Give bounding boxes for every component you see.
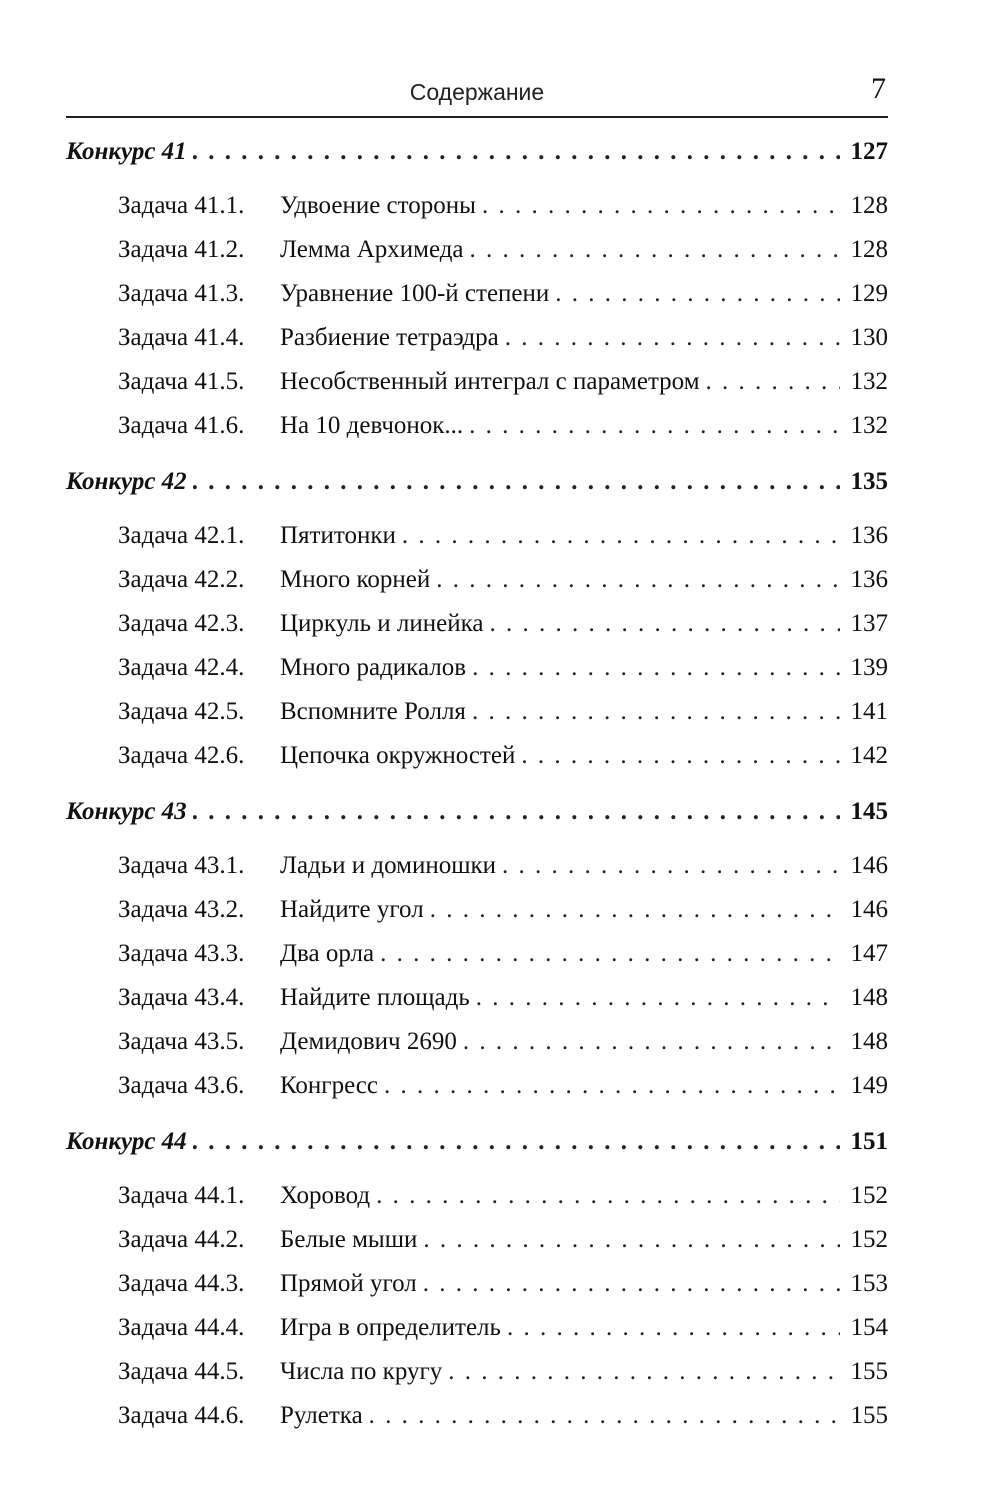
task-title: Два орла	[280, 940, 375, 967]
task-label: Задача 43.5.	[118, 1028, 245, 1055]
task-page: 136	[850, 566, 888, 593]
task-title: Прямой угол	[280, 1270, 417, 1297]
task-title: Числа по кругу	[280, 1358, 443, 1385]
toc-task-entry[interactable]	[66, 1182, 888, 1226]
task-label: Задача 44.2.	[118, 1226, 245, 1253]
task-label: Задача 41.1.	[118, 192, 245, 219]
dot-leader	[555, 280, 840, 308]
task-title: Игра в определитель	[280, 1314, 501, 1341]
task-title: На 10 девчонок...	[280, 412, 464, 439]
dot-leader	[482, 192, 840, 220]
task-page: 147	[850, 940, 888, 967]
toc-task-entry[interactable]	[66, 368, 888, 412]
toc-contest-entry[interactable]	[66, 138, 888, 192]
task-page: 152	[850, 1226, 888, 1253]
toc-task-entry[interactable]	[66, 742, 888, 786]
toc-task-entry[interactable]	[66, 1072, 888, 1116]
task-label: Задача 44.4.	[118, 1314, 245, 1341]
task-page: 139	[850, 654, 888, 681]
contest-title: Конкурс 44	[66, 1128, 187, 1155]
task-label: Задача 44.1.	[118, 1182, 245, 1209]
task-title: Циркуль и линейка	[280, 610, 484, 637]
dot-leader	[423, 1270, 840, 1298]
toc-task-entry[interactable]	[66, 1314, 888, 1358]
task-page: 155	[850, 1358, 888, 1385]
task-title: Несобственный интеграл с параметром	[280, 368, 700, 395]
task-label: Задача 42.2.	[118, 566, 245, 593]
task-label: Задача 42.1.	[118, 522, 245, 549]
toc-task-entry[interactable]	[66, 852, 888, 896]
contest-title: Конкурс 41	[66, 138, 187, 165]
contest-page: 127	[850, 138, 888, 165]
dot-leader	[472, 654, 840, 682]
task-label: Задача 44.3.	[118, 1270, 245, 1297]
task-title: Пятитонки	[280, 522, 396, 549]
contest-title: Конкурс 43	[66, 798, 187, 825]
task-title: Много радикалов	[280, 654, 467, 681]
toc-task-entry[interactable]	[66, 610, 888, 654]
task-label: Задача 41.2.	[118, 236, 245, 263]
task-page: 136	[850, 522, 888, 549]
toc-task-entry[interactable]	[66, 698, 888, 742]
dot-leader	[380, 940, 840, 968]
contest-page: 145	[850, 798, 888, 825]
task-page: 132	[850, 368, 888, 395]
task-page: 155	[850, 1402, 888, 1429]
task-page: 141	[850, 698, 888, 725]
dot-leader	[193, 138, 840, 166]
task-label: Задача 43.2.	[118, 896, 245, 923]
task-label: Задача 42.4.	[118, 654, 245, 681]
task-page: 148	[850, 1028, 888, 1055]
task-page: 154	[850, 1314, 888, 1341]
dot-leader	[193, 798, 840, 826]
dot-leader	[193, 1128, 840, 1156]
dot-leader	[507, 1314, 840, 1342]
task-label: Задача 42.3.	[118, 610, 245, 637]
dot-leader	[448, 1358, 840, 1386]
toc-task-entry[interactable]	[66, 236, 888, 280]
task-label: Задача 43.4.	[118, 984, 245, 1011]
toc-task-entry[interactable]	[66, 1358, 888, 1402]
task-page: 129	[850, 280, 888, 307]
task-page: 153	[850, 1270, 888, 1297]
task-title: Найдите площадь	[280, 984, 470, 1011]
toc-task-entry[interactable]	[66, 324, 888, 368]
dot-leader	[489, 610, 840, 638]
dot-leader	[476, 984, 840, 1012]
dot-leader	[706, 368, 840, 396]
task-page: 142	[850, 742, 888, 769]
toc-task-entry[interactable]	[66, 1270, 888, 1314]
dot-leader	[430, 896, 840, 924]
toc-task-entry[interactable]	[66, 1028, 888, 1072]
task-title: Цепочка окружностей	[280, 742, 516, 769]
toc-task-entry[interactable]	[66, 412, 888, 456]
task-label: Задача 41.6.	[118, 412, 245, 439]
toc-task-entry[interactable]	[66, 1226, 888, 1270]
task-page: 128	[850, 236, 888, 263]
toc-section	[66, 138, 888, 456]
toc-task-entry[interactable]	[66, 280, 888, 324]
dot-leader	[505, 324, 840, 352]
task-page: 149	[850, 1072, 888, 1099]
task-title: Уравнение 100-й степени	[280, 280, 550, 307]
dot-leader	[469, 412, 840, 440]
contest-page: 135	[850, 468, 888, 495]
task-label: Задача 41.3.	[118, 280, 245, 307]
task-label: Задача 42.5.	[118, 698, 245, 725]
toc-task-entry[interactable]	[66, 566, 888, 610]
dot-leader	[193, 468, 840, 496]
dot-leader	[369, 1402, 840, 1430]
task-title: Удвоение стороны	[280, 192, 476, 219]
task-label: Задача 43.3.	[118, 940, 245, 967]
page-header	[66, 70, 888, 118]
page-number: 7	[871, 72, 886, 105]
dot-leader	[402, 522, 840, 550]
toc-section	[66, 468, 888, 786]
task-title: Найдите угол	[280, 896, 424, 923]
dot-leader	[376, 1182, 840, 1210]
task-title: Вспомните Ролля	[280, 698, 466, 725]
toc-contest-entry[interactable]	[66, 1128, 888, 1182]
table-of-contents	[66, 138, 888, 1458]
task-label: Задача 43.1.	[118, 852, 245, 879]
task-title: Рулетка	[280, 1402, 363, 1429]
toc-task-entry[interactable]	[66, 1402, 888, 1446]
task-title: Много корней	[280, 566, 431, 593]
dot-leader	[423, 1226, 840, 1254]
task-title: Лемма Архимеда	[280, 236, 464, 263]
task-label: Задача 44.6.	[118, 1402, 245, 1429]
task-page: 152	[850, 1182, 888, 1209]
dot-leader	[436, 566, 840, 594]
toc-section	[66, 798, 888, 1116]
dot-leader	[463, 1028, 840, 1056]
toc-task-entry[interactable]	[66, 896, 888, 940]
task-label: Задача 41.4.	[118, 324, 245, 351]
dot-leader	[470, 236, 840, 264]
task-page: 130	[850, 324, 888, 351]
task-label: Задача 44.5.	[118, 1358, 245, 1385]
toc-task-entry[interactable]	[66, 192, 888, 236]
task-title: Ладьи и доминошки	[280, 852, 497, 879]
dot-leader	[502, 852, 840, 880]
toc-task-entry[interactable]	[66, 654, 888, 698]
page-title: Содержание	[409, 79, 545, 105]
task-page: 146	[850, 852, 888, 879]
contest-page: 151	[850, 1128, 888, 1155]
task-page: 148	[850, 984, 888, 1011]
toc-contest-entry[interactable]	[66, 798, 888, 852]
task-page: 137	[850, 610, 888, 637]
task-title: Хоровод	[280, 1182, 371, 1209]
task-page: 132	[850, 412, 888, 439]
task-label: Задача 43.6.	[118, 1072, 245, 1099]
task-label: Задача 42.6.	[118, 742, 245, 769]
task-title: Конгресс	[280, 1072, 378, 1099]
task-label: Задача 41.5.	[118, 368, 245, 395]
task-title: Белые мыши	[280, 1226, 418, 1253]
task-page: 128	[850, 192, 888, 219]
toc-task-entry[interactable]	[66, 522, 888, 566]
task-title: Демидович 2690	[280, 1028, 457, 1055]
task-title: Разбиение тетраэдра	[280, 324, 499, 351]
dot-leader	[472, 698, 840, 726]
toc-task-entry[interactable]	[66, 984, 888, 1028]
task-page: 146	[850, 896, 888, 923]
toc-task-entry[interactable]	[66, 940, 888, 984]
toc-section	[66, 1128, 888, 1446]
dot-leader	[521, 742, 840, 770]
toc-contest-entry[interactable]	[66, 468, 888, 522]
dot-leader	[384, 1072, 840, 1100]
contest-title: Конкурс 42	[66, 468, 187, 495]
